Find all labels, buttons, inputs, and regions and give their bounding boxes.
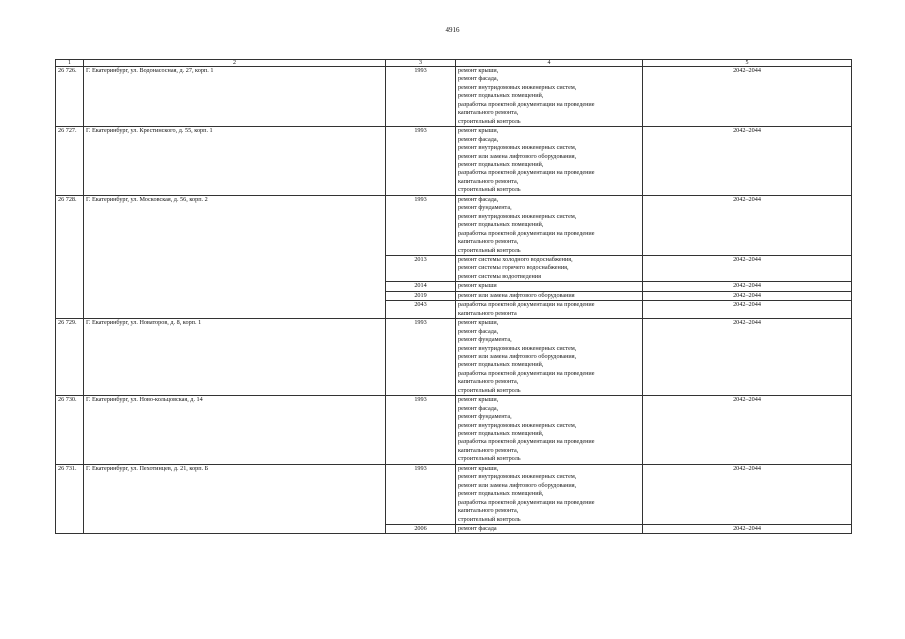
entry-address: Г. Екатеринбург, ул. Водонасосная, д. 27, корп. 1 bbox=[84, 67, 386, 127]
work-item: строительный контроль bbox=[458, 455, 521, 463]
entry-works bbox=[456, 319, 643, 396]
work-item: строительный контроль bbox=[458, 246, 521, 254]
entry-period: 2042–2044 bbox=[643, 67, 852, 127]
entry-address: Г. Екатеринбург, ул. Ново-кольцовская, д. 14 bbox=[84, 396, 386, 465]
entry-period: 2042–2044 bbox=[643, 291, 852, 300]
work-item: ремонт системы горячего водоснабжения, bbox=[458, 264, 569, 272]
work-item: капитального ремонта, bbox=[458, 177, 519, 185]
entry-year: 1993 bbox=[386, 195, 456, 255]
work-item: ремонт или замена лифтового оборудования, bbox=[458, 152, 577, 160]
entry-year: 1993 bbox=[386, 319, 456, 396]
table-row bbox=[56, 319, 852, 396]
entry-works bbox=[456, 525, 643, 534]
entry-address: Г. Екатеринбург, ул. Новаторов, д. 8, корп. 1 bbox=[84, 319, 386, 396]
work-item: ремонт внутридомовых инженерных систем, bbox=[458, 473, 577, 481]
work-item: ремонт внутридомовых инженерных систем, bbox=[458, 344, 577, 352]
work-item: ремонт системы водоотведения bbox=[458, 272, 541, 280]
work-item: ремонт крыши, bbox=[458, 127, 499, 135]
entry-number: 26 731. bbox=[56, 464, 84, 534]
entry-works bbox=[456, 127, 643, 196]
work-item: ремонт подвальных помещений, bbox=[458, 160, 544, 168]
work-item: ремонт фундамента, bbox=[458, 336, 512, 344]
entry-period: 2042–2044 bbox=[643, 255, 852, 281]
work-item: ремонт крыши, bbox=[458, 396, 499, 404]
work-item: ремонт внутридомовых инженерных систем, bbox=[458, 421, 577, 429]
entry-number: 26 727. bbox=[56, 127, 84, 196]
work-item: строительный контроль bbox=[458, 117, 521, 125]
entry-year: 2043 bbox=[386, 301, 456, 319]
work-item: разработка проектной документации на проведение bbox=[458, 229, 595, 237]
entry-number: 26 729. bbox=[56, 319, 84, 396]
work-item: ремонт фундамента, bbox=[458, 413, 512, 421]
work-item: строительный контроль bbox=[458, 515, 521, 523]
column-header: 1 bbox=[56, 60, 84, 67]
work-item: ремонт или замена лифтового оборудования bbox=[458, 291, 575, 299]
work-item: ремонт фасада, bbox=[458, 327, 499, 335]
entry-year: 2014 bbox=[386, 282, 456, 291]
work-item: строительный контроль bbox=[458, 386, 521, 394]
work-item: капитального ремонта, bbox=[458, 446, 519, 454]
register-table bbox=[55, 59, 852, 534]
work-item: ремонт крыши, bbox=[458, 319, 499, 327]
table-row bbox=[56, 127, 852, 196]
entry-address: Г. Екатеринбург, ул. Пехотинцев, д. 21, корп. Б bbox=[84, 464, 386, 534]
entry-address: Г. Екатеринбург, ул. Московская, д. 56, корп. 2 bbox=[84, 195, 386, 318]
work-item: ремонт внутридомовых инженерных систем, bbox=[458, 83, 577, 91]
work-item: ремонт фасада, bbox=[458, 75, 499, 83]
work-item: ремонт внутридомовых инженерных систем, bbox=[458, 212, 577, 220]
work-item: разработка проектной документации на проведение bbox=[458, 369, 595, 377]
work-item: ремонт фасада, bbox=[458, 195, 499, 203]
work-item: ремонт подвальных помещений, bbox=[458, 92, 544, 100]
column-header: 5 bbox=[643, 60, 852, 67]
work-item: ремонт подвальных помещений, bbox=[458, 361, 544, 369]
work-item: разработка проектной документации на проведение bbox=[458, 169, 595, 177]
table-row bbox=[56, 195, 852, 255]
entry-year: 2013 bbox=[386, 255, 456, 281]
entry-number: 26 726. bbox=[56, 67, 84, 127]
work-item: ремонт крыши, bbox=[458, 67, 499, 74]
work-item: капитального ремонта, bbox=[458, 109, 519, 117]
entry-year: 2006 bbox=[386, 525, 456, 534]
entry-period: 2042–2044 bbox=[643, 525, 852, 534]
work-item: ремонт крыши, bbox=[458, 464, 499, 472]
entry-period: 2042–2044 bbox=[643, 301, 852, 319]
work-item: ремонт подвальных помещений, bbox=[458, 430, 544, 438]
entry-works bbox=[456, 464, 643, 524]
entry-year: 2019 bbox=[386, 291, 456, 300]
table-row bbox=[56, 67, 852, 127]
table-body bbox=[56, 67, 852, 534]
column-header: 2 bbox=[84, 60, 386, 67]
work-item: капитального ремонта, bbox=[458, 378, 519, 386]
entry-period: 2042–2044 bbox=[643, 464, 852, 524]
table-row bbox=[56, 464, 852, 524]
entry-works bbox=[456, 195, 643, 255]
work-item: разработка проектной документации на проведение bbox=[458, 438, 595, 446]
work-item: ремонт внутридомовых инженерных систем, bbox=[458, 144, 577, 152]
work-item: ремонт фасада bbox=[458, 525, 497, 533]
work-item: ремонт фундамента, bbox=[458, 204, 512, 212]
work-item: капитального ремонта, bbox=[458, 238, 519, 246]
work-item: строительный контроль bbox=[458, 186, 521, 194]
entry-period: 2042–2044 bbox=[643, 396, 852, 465]
entry-address: Г. Екатеринбург, ул. Крестинского, д. 55, корп. 1 bbox=[84, 127, 386, 196]
work-item: ремонт фасада, bbox=[458, 135, 499, 143]
work-item: ремонт системы холодного водоснабжения, bbox=[458, 255, 573, 263]
entry-works bbox=[456, 291, 643, 300]
entry-number: 26 728. bbox=[56, 195, 84, 318]
work-item: разработка проектной документации на проведение bbox=[458, 498, 595, 506]
entry-year: 1993 bbox=[386, 396, 456, 465]
work-item: ремонт подвальных помещений, bbox=[458, 490, 544, 498]
work-item: ремонт крыши bbox=[458, 282, 497, 290]
work-item: разработка проектной документации на проведение bbox=[458, 301, 595, 309]
column-header-row bbox=[56, 60, 852, 67]
table-row bbox=[56, 396, 852, 465]
page-number: 4916 bbox=[445, 26, 460, 34]
entry-works bbox=[456, 301, 643, 319]
entry-period: 2042–2044 bbox=[643, 319, 852, 396]
work-item: разработка проектной документации на проведение bbox=[458, 100, 595, 108]
entry-period: 2042–2044 bbox=[643, 282, 852, 291]
work-item: ремонт подвальных помещений, bbox=[458, 221, 544, 229]
entry-works bbox=[456, 67, 643, 127]
work-item: ремонт фасада, bbox=[458, 404, 499, 412]
entry-period: 2042–2044 bbox=[643, 127, 852, 196]
entry-period: 2042–2044 bbox=[643, 195, 852, 255]
column-header: 4 bbox=[456, 60, 643, 67]
work-item: ремонт или замена лифтового оборудования, bbox=[458, 481, 577, 489]
entry-year: 1993 bbox=[386, 127, 456, 196]
work-item: капитального ремонта, bbox=[458, 507, 519, 515]
work-item: ремонт или замена лифтового оборудования, bbox=[458, 352, 577, 360]
entry-works bbox=[456, 396, 643, 465]
entry-year: 1993 bbox=[386, 464, 456, 524]
column-header: 3 bbox=[386, 60, 456, 67]
entry-works bbox=[456, 255, 643, 281]
entry-year: 1993 bbox=[386, 67, 456, 127]
entry-works bbox=[456, 282, 643, 291]
work-item: капитального ремонта bbox=[458, 309, 517, 317]
entry-number: 26 730. bbox=[56, 396, 84, 465]
